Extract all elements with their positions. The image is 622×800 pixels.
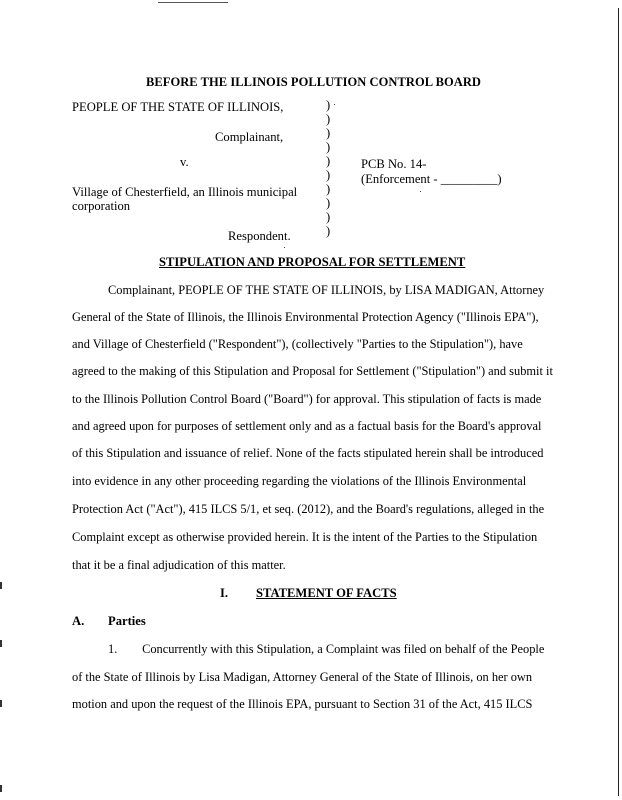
page-edge-line — [618, 8, 619, 796]
intro-line: Protection Act ("Act"), 415 ILCS 5/1, et seq. (2012), and the Board's regulations, alleged in the — [72, 502, 545, 516]
paragraph-line: motion and upon the request of the Illinois EPA, pursuant to Section 31 of the Act, 415 ILCS — [72, 697, 533, 711]
board-heading: BEFORE THE ILLINOIS POLLUTION CONTROL BOARD — [146, 75, 481, 89]
scan-dot — [334, 104, 335, 105]
document-title: STIPULATION AND PROPOSAL FOR SETTLEMENT — [159, 255, 466, 269]
scan-mark-left — [0, 640, 2, 647]
scan-dot — [420, 191, 421, 192]
intro-line: that it be a final adjudication of this matter. — [72, 558, 286, 572]
caption-defendant-line1: Village of Chesterfield, an Illinois municipal — [72, 185, 298, 199]
paragraph-line: 1. Concurrently with this Stipulation, a Complaint was filed on behalf of the People — [108, 642, 545, 656]
caption-plaintiff: PEOPLE OF THE STATE OF ILLINOIS, — [72, 100, 284, 114]
scan-mark-left — [0, 785, 2, 792]
paragraph-line: of the State of Illinois by Lisa Madigan, Attorney General of the State of Illinois, on her own — [72, 670, 533, 684]
document-page: BEFORE THE ILLINOIS POLLUTION CONTROL BOARD PEOPLE OF THE STATE OF ILLINOIS, Complainant, v. Village of Chesterfield, an Illinois municipal corporation Respondent. PCB No. 14- (Enforcement - _________) ) ) ) ) ) ) ) ) ) ) STIPULATION AND PROPOSAL FOR SETTLEMENT Complainant, PEOPLE OF THE STATE OF ILLINOIS, by LISA MADIGAN, Attorney General of the State of Illinois, the Illinois Environmental Protection Agency ("Illinois EPA"), and Village of Chesterfield ("Respondent"), (collectively "Parties to the Stipulation"), have agreed to the making of this Stipulation and Proposal for Settlement ("Stipulation") and submit it to the Illinois Pollution Control Board ("Board") for approval. This stipulation of facts is made and agreed upon for purposes of settlement only and as a factual basis for the Board's approval of this Stipulation and issuance of relief. None of the facts stipulated herein shall be introduced into evidence in any other proceeding regarding the violations of the Illinois Environmental Protection Act ("Act"), 415 ILCS 5/1, et seq. (2012), and the Board's regulations, alleged in the Complaint except as otherwise provided herein. It is the intent of the Parties to the Stipulation that it be a final adjudication of this matter. I. STATEMENT OF FACTS A. Parties 1. Concurrently with this Stipulation, a Complaint was filed on behalf of the People of the State of Illinois by Lisa Madigan, Attorney General of the State of Illinois, on her own motion and upon the request of the Illinois EPA, pursuant to Section 31 of the Act, 415 ILCS — [0, 0, 622, 800]
intro-line: and agreed upon for purposes of settlement only and as a factual basis for the Board's approval — [72, 419, 542, 433]
scan-mark-left — [0, 582, 2, 589]
intro-line: General of the State of Illinois, the Illinois Environmental Protection Agency ("Illinois EPA"), — [72, 310, 539, 324]
intro-line: to the Illinois Pollution Control Board ("Board") for approval. This stipulation of facts is made — [72, 392, 542, 406]
scan-mark-left — [0, 700, 2, 707]
scan-mark-top — [158, 2, 228, 3]
intro-line: agreed to the making of this Stipulation and Proposal for Settlement ("Stipulation") and submit it — [72, 364, 553, 378]
caption-defendant-line2: corporation — [72, 199, 131, 213]
intro-line: into evidence in any other proceeding regarding the violations of the Illinois Environmental — [72, 474, 527, 488]
subsection-letter: A. — [72, 614, 85, 628]
intro-line: and Village of Chesterfield ("Respondent"), (collectively "Parties to the Stipulation"), have — [72, 337, 523, 351]
intro-line: Complainant, PEOPLE OF THE STATE OF ILLINOIS, by LISA MADIGAN, Attorney — [108, 283, 545, 297]
caption-defendant-role: Respondent. — [228, 229, 291, 243]
case-number: PCB No. 14- — [361, 157, 427, 171]
intro-line: of this Stipulation and issuance of relief. None of the facts stipulated herein shall be introduced — [72, 446, 544, 460]
subsection-title: Parties — [108, 614, 146, 628]
intro-line: Complaint except as otherwise provided herein. It is the intent of the Parties to the Stipulation — [72, 530, 538, 544]
section-number: I. — [220, 586, 229, 600]
caption-plaintiff-role: Complainant, — [215, 130, 284, 144]
caption-versus: v. — [180, 155, 189, 169]
case-type: (Enforcement - _________) — [361, 172, 502, 186]
section-title: STATEMENT OF FACTS — [256, 586, 397, 600]
scan-dot — [284, 247, 285, 248]
